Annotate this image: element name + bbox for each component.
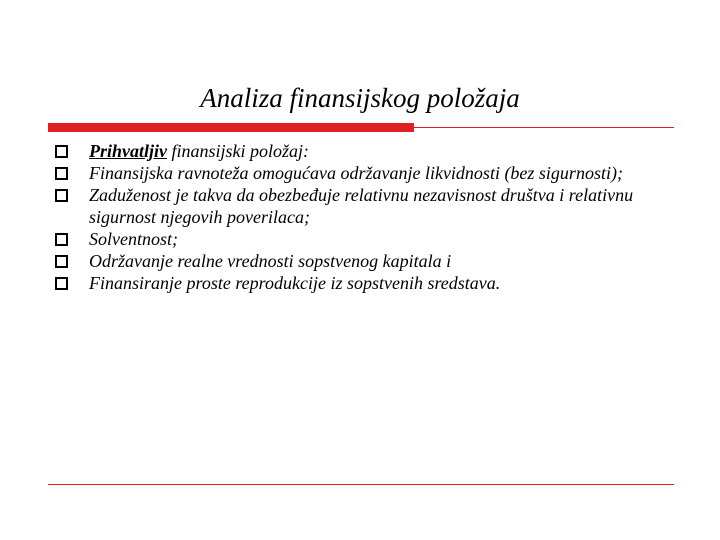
- hollow-square-bullet-icon: [55, 233, 68, 246]
- slide-title: Analiza finansijskog položaja: [200, 83, 520, 113]
- title-rule-thick-segment: [48, 123, 414, 132]
- hollow-square-bullet-icon: [55, 255, 68, 268]
- title-underline-rule: [48, 123, 674, 133]
- list-item-text: Finansijska ravnoteža omogućava održavanje likvidnosti (bez sigurnosti);: [89, 163, 623, 183]
- emphasized-term: Prihvatljiv: [89, 141, 167, 161]
- list-item-text: Održavanje realne vrednosti sopstvenog kapitala i: [89, 251, 452, 271]
- list-item-text: Finansiranje proste reprodukcije iz sopstvenih sredstava.: [89, 273, 501, 293]
- hollow-square-bullet-icon: [55, 277, 68, 290]
- hollow-square-bullet-icon: [55, 167, 68, 180]
- list-item: [52, 162, 662, 184]
- list-item-text: Zaduženost je takva da obezbeđuje relativnu nezavisnost društva i relativnu sigurnost njegovih poverilaca;: [89, 185, 634, 227]
- bullet-list: [52, 140, 662, 294]
- footer-rule: [48, 484, 674, 485]
- list-item: [52, 272, 662, 294]
- list-item: [52, 184, 662, 228]
- hollow-square-bullet-icon: [55, 145, 68, 158]
- list-item: [52, 140, 662, 162]
- title-rule-thin-segment: [414, 127, 674, 128]
- list-item: [52, 228, 662, 250]
- hollow-square-bullet-icon: [55, 189, 68, 202]
- list-item: [52, 250, 662, 272]
- list-item-text: finansijski položaj:: [167, 141, 310, 161]
- list-item-text: Solventnost;: [89, 229, 178, 249]
